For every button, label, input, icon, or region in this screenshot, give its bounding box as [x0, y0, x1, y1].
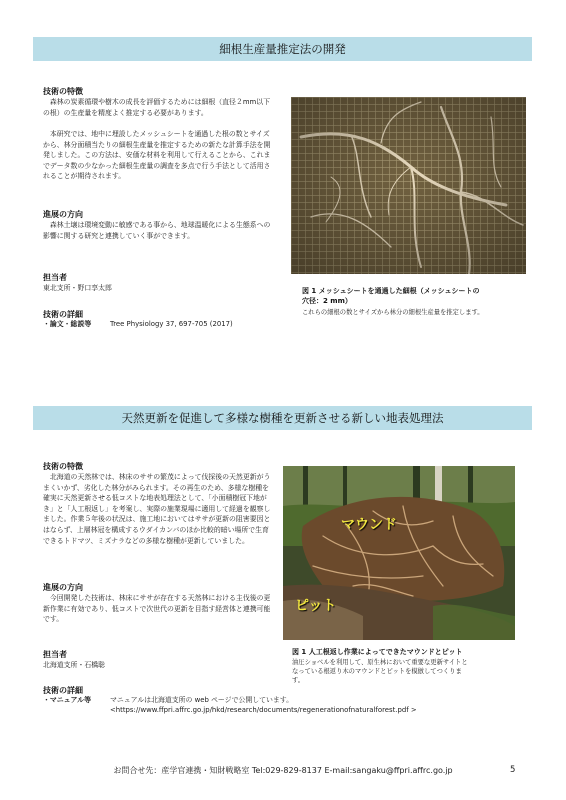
section2-details-heading: 技術の詳細 — [43, 686, 83, 695]
pit-label: ピット — [295, 598, 337, 614]
section1-title: 細根生産量推定法の開発 — [219, 42, 346, 56]
section2-details-label: ・マニュアル等 — [43, 696, 91, 704]
section2-figure-desc-line1: 油圧ショベルを利用して、原生林において重要な更新サイトと — [292, 659, 468, 666]
section2-direction-p: 今回開発した技術は、林床にササが存在する天然林における主伐後の更新作業に有効であり、低コストで次世代の更新を目指す経営体と連携可能です。 — [43, 594, 271, 624]
section1-figure-caption-line1: 図 1 メッシュシートを通過した細根（メッシュシートの — [302, 287, 480, 295]
section1-person-heading: 担当者 — [43, 273, 67, 282]
section2-figure-desc-line2: なっている根返り木のマウンドとピットを模倣してつくりま — [292, 668, 462, 675]
section2-details-url: <https://www.ffpri.affrc.go.jp/hkd/research/documents/regenerationofnaturalforest.pdf > — [110, 706, 417, 714]
section1-direction-heading: 進展の方向 — [43, 210, 83, 219]
section1-features-p2: 本研究では、地中に埋設したメッシュシートを通過した根の数とサイズから、林分面積当たりの細根生産量を推定するための新たな計算手法を開発しました。この方法は、安価な材料を利用して行えることから、これまでデータ数の少なかった細根生産量の調査を多点で行う手法として活用されることが期待されます。 — [43, 130, 271, 181]
section1-features-p1: 森林の炭素循環や樹木の成長を評価するためには細根（直径２mm以下の根）の生産量を精度よく推定する必要があります。 — [43, 98, 271, 117]
section1-figure-desc: これらの細根の数とサイズから林分の細根生産量を推定します。 — [302, 309, 484, 316]
section2-details-value: マニュアルは北海道支所の web ページで公開しています。 — [110, 696, 294, 704]
section1-details-label: ・論文・総説等 — [43, 320, 92, 328]
mound-label: マウンド — [341, 517, 397, 533]
section1-features-heading: 技術の特徴 — [43, 87, 83, 96]
section2-person-heading: 担当者 — [43, 650, 67, 659]
section2-features-p: 北海道の天然林では、林床のササの繁茂によって伐採後の天然更新がうまくいかず、劣化した林分がみられます。その再生のため、多様な樹種を確実に天然更新させる低コストな地表処理法として、「小面積樹冠下地がき」と「人工根返し」を考案し、実際の施業現場に適用して経過を観察しました。作業５年後の状況は、施工地においてはササが更新の阻害要因とはならず、上層林冠を構成するウダイカンバのほか比較的暗い場所で生育できるトドマツ、ミズナラなどの多様な樹種が更新していました。 — [43, 473, 271, 545]
fine-root-mesh-photo — [291, 97, 526, 274]
section2-features-heading: 技術の特徴 — [43, 462, 83, 471]
section1-person: 東北支所・野口享太郎 — [43, 284, 112, 292]
section2-banner — [33, 406, 532, 430]
section1-banner — [33, 37, 532, 61]
section1-direction-p: 森林土壌は環境変動に敏感である事から、地球温暖化による生態系への影響に関する研究と連携していく事ができます。 — [43, 221, 271, 240]
section1-details-heading: 技術の詳細 — [43, 310, 83, 319]
section2-person: 北海道支所・石橋聡 — [43, 661, 106, 669]
section1-figure-caption-line2: 穴径：2 mm） — [302, 297, 352, 305]
page-number: 5 — [510, 765, 516, 775]
section2-figure-caption: 図 1 人工根返し作業によってできたマウンドとピット — [292, 648, 463, 656]
footer-contact: お問合せ先：産学官連携・知財戦略室 Tel:029-829-8137 E-mail:sangaku@ffpri.affrc.go.jp — [113, 766, 453, 775]
section2-figure-desc-line3: す。 — [292, 677, 305, 684]
mound-pit-photo — [283, 466, 515, 640]
section2-direction-heading: 進展の方向 — [43, 583, 83, 592]
section2-title: 天然更新を促進して多様な樹種を更新させる新しい地表処理法 — [121, 411, 444, 425]
section1-details-value: Tree Physiology 37, 697-705 (2017) — [110, 320, 233, 328]
